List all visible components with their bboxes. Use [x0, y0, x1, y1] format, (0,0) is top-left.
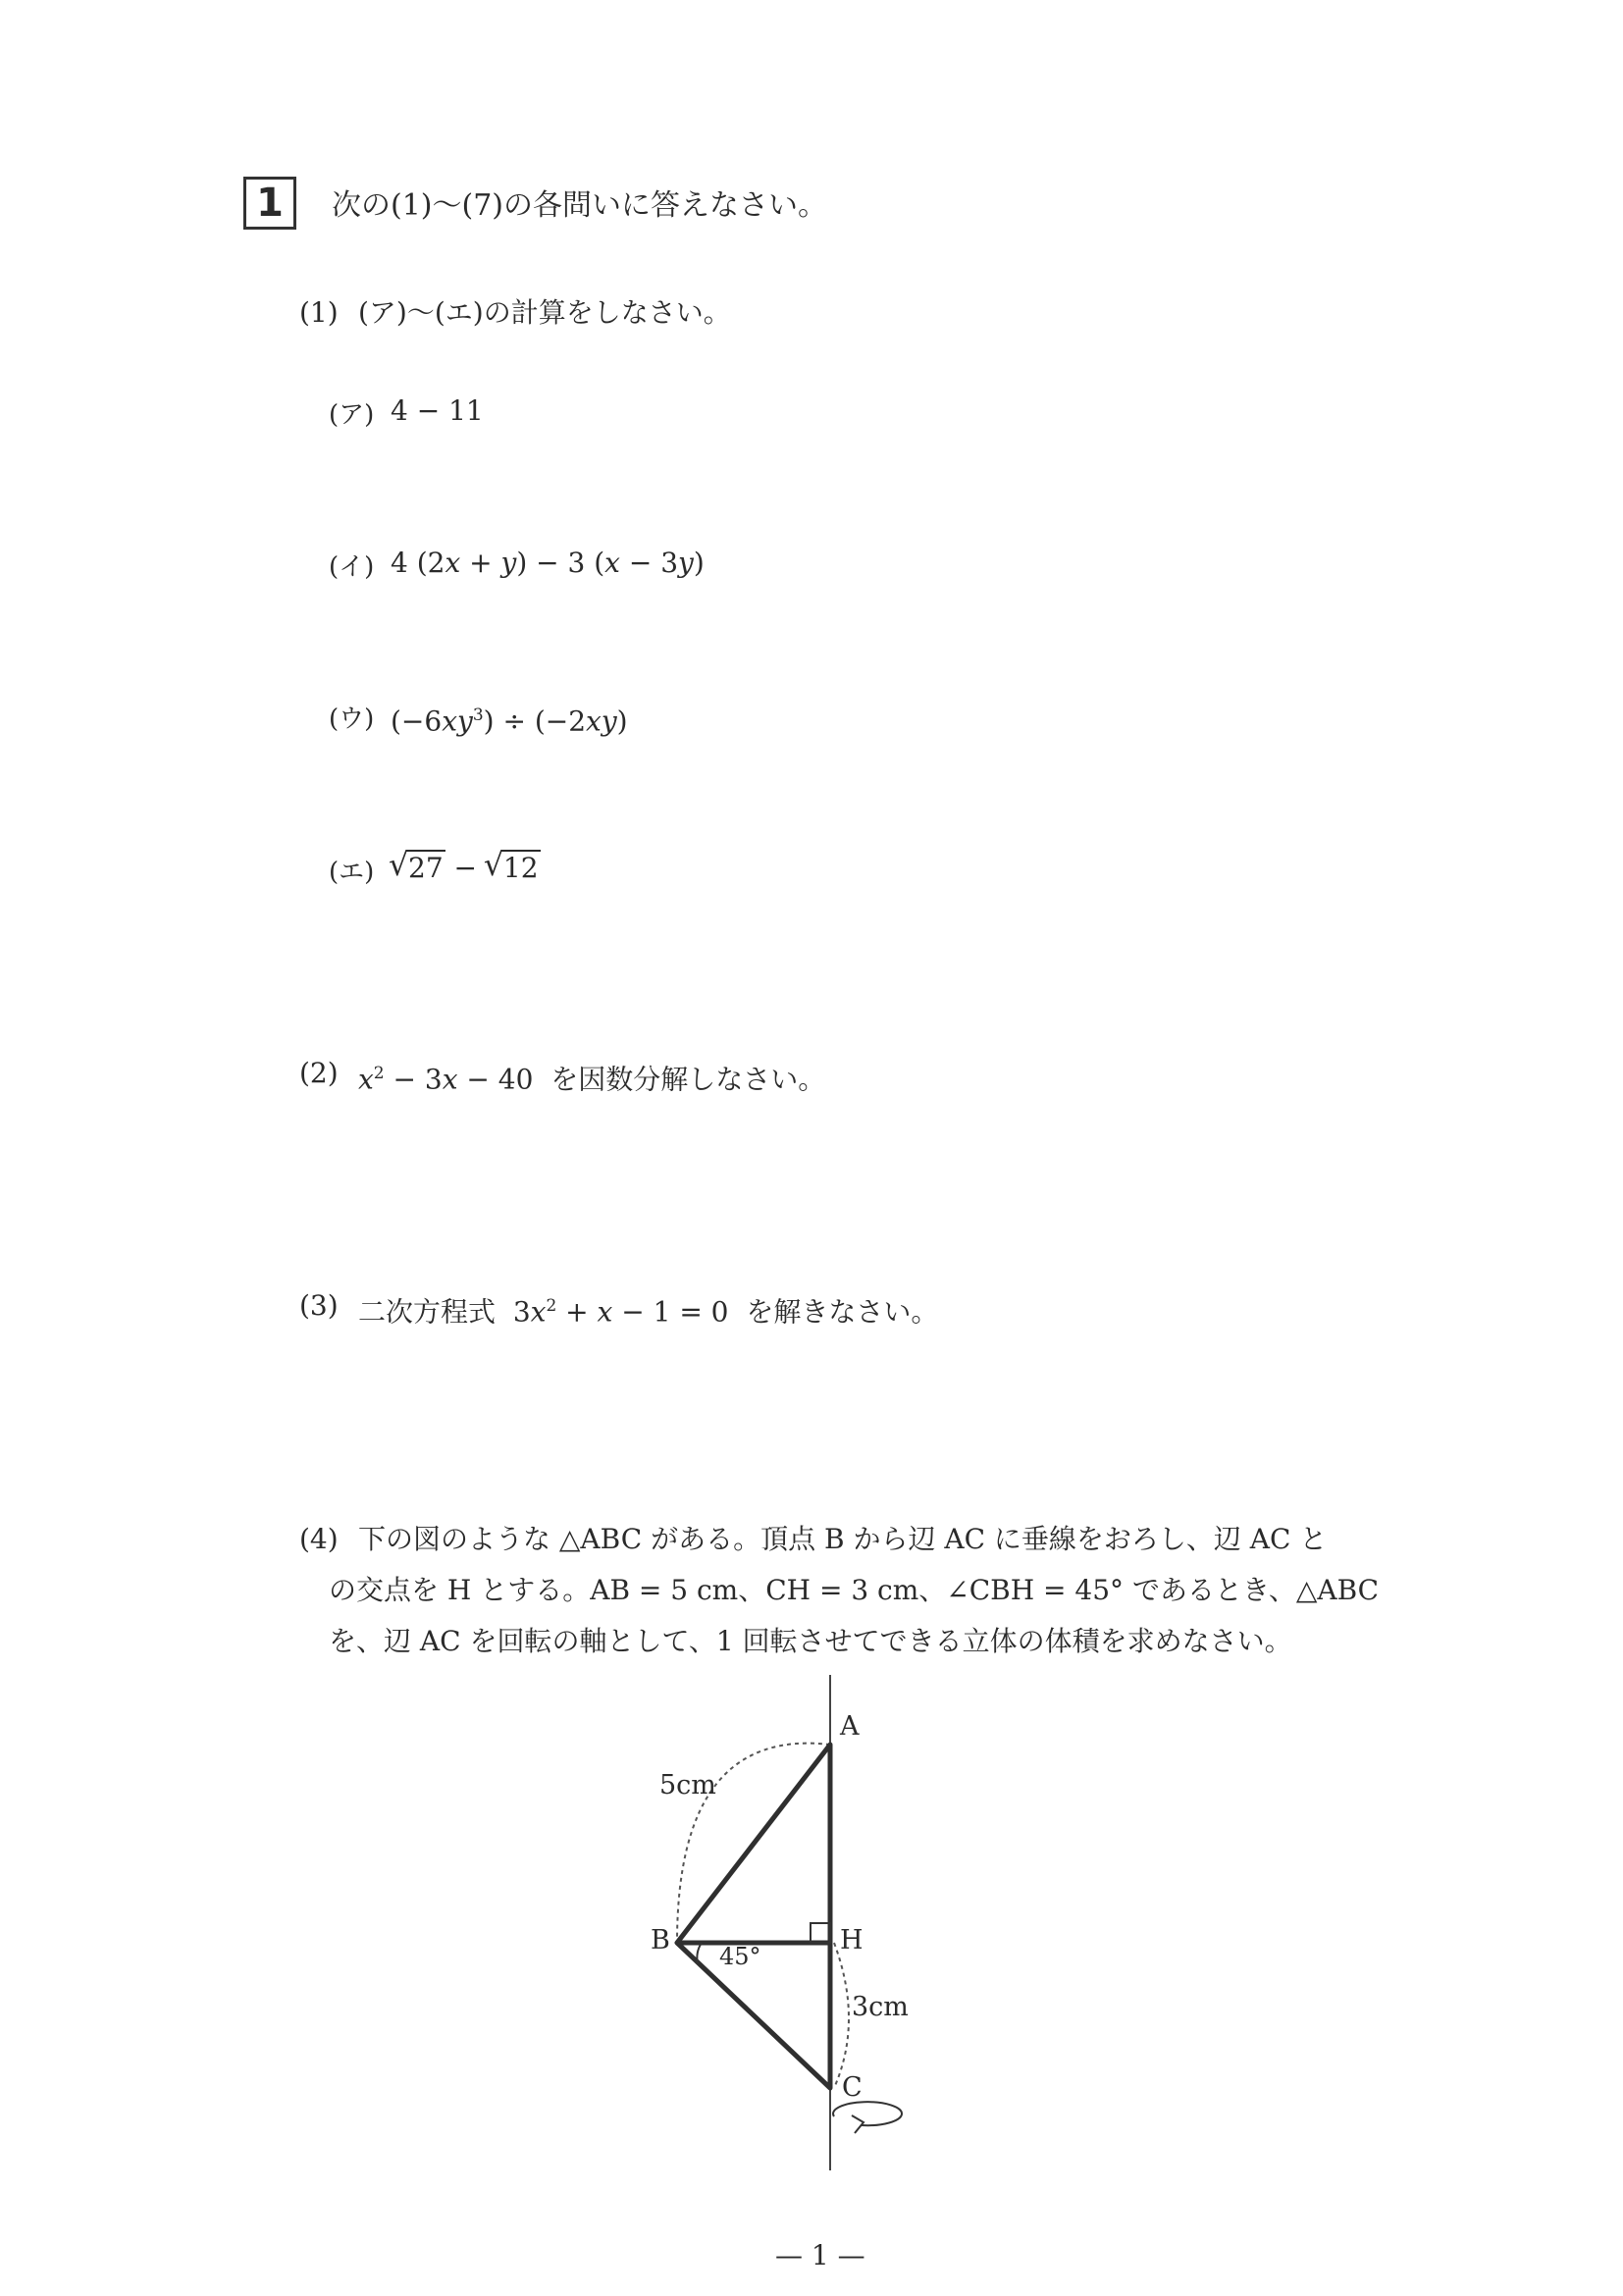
vertex-c-label: C	[842, 2072, 863, 2103]
main-instruction: 次の(1)〜(7)の各問いに答えなさい。	[332, 188, 827, 223]
q4-line-3: を、辺 AC を回転の軸として、1 回転させてできる立体の体積を求めなさい。	[329, 1625, 1292, 1657]
sqrt-12: √ 12	[486, 850, 541, 887]
q1b-expression: 4 (2x + y) − 3 (x − 3y)	[391, 547, 705, 579]
q4-label: (4)	[299, 1523, 339, 1555]
q1b-label: (イ)	[329, 552, 375, 582]
q3-label: (3)	[299, 1289, 339, 1322]
q1c-label: (ウ)	[329, 704, 375, 734]
q1d-label: (エ)	[329, 858, 375, 887]
rotation-arrow	[833, 2102, 902, 2125]
rotation-arrowhead	[852, 2115, 864, 2133]
q2-text: $x^2 - 3x - 40$ を因数分解しなさい。	[358, 1063, 826, 1096]
question-number-box: 1	[243, 177, 296, 230]
vertex-h-label: H	[840, 1925, 864, 1956]
angle-arc	[697, 1943, 702, 1963]
q1a-expression: 4 − 11	[391, 394, 484, 427]
q1d-expression: √ 27 − √ 12	[391, 850, 541, 887]
q4-line-1: 下の図のような △ABC がある。頂点 B から辺 AC に垂線をおろし、辺 AC と	[358, 1523, 1328, 1555]
page-number: — 1 —	[775, 2239, 865, 2271]
q4-line-2: の交点を H とする。AB = 5 cm、CH = 3 cm、∠CBH = 45° であるとき、△ABC	[329, 1574, 1380, 1606]
q2-label: (2)	[299, 1057, 339, 1089]
vertex-a-label: A	[840, 1711, 860, 1742]
sqrt-27: √ 27	[391, 850, 445, 887]
angle-label: 45°	[719, 1943, 761, 1970]
q3-text: 二次方程式 $3x^2 + x - 1 = 0$ を解きなさい。	[358, 1295, 939, 1329]
q1-label: (1)	[299, 296, 339, 329]
ab-length-label: 5cm	[659, 1770, 716, 1800]
ch-length-label: 3cm	[852, 1992, 909, 2022]
vertex-b-label: B	[651, 1925, 670, 1956]
q1a-label: (ア)	[329, 400, 375, 430]
q1-text: (ア)〜(エ)の計算をしなさい。	[358, 296, 731, 329]
q1c-expression: $(-6xy^3) \div (-2xy)$	[391, 704, 628, 738]
ch-dashed-arc	[834, 1943, 849, 2088]
right-angle-mark	[811, 1923, 830, 1943]
